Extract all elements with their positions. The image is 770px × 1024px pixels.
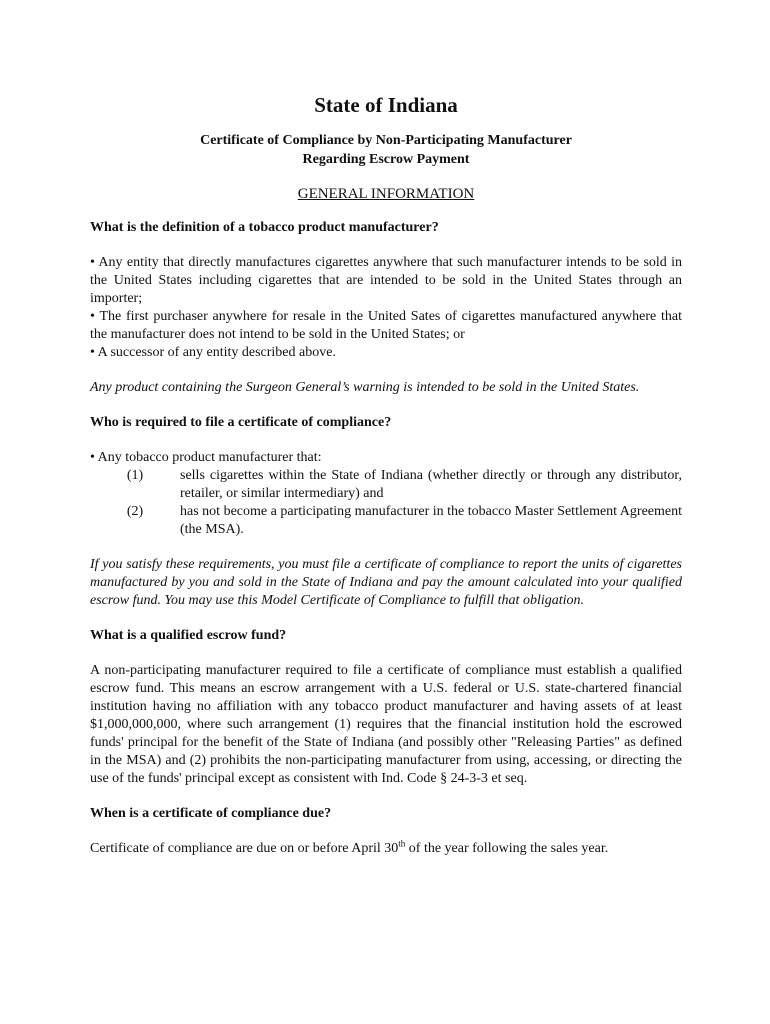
- section-heading: GENERAL INFORMATION: [297, 186, 475, 202]
- question-definition: What is the definition of a tobacco product manufacturer?: [90, 220, 439, 235]
- note-surgeon-general: Any product containing the Surgeon General’s warning is intended to be sold in the United States.: [90, 380, 640, 395]
- subtitle-line-2: Regarding Escrow Payment: [302, 152, 470, 167]
- question-escrow-fund: What is a qualified escrow fund?: [90, 628, 287, 643]
- item-number: (2): [126, 504, 144, 519]
- item-number: (1): [126, 468, 144, 483]
- numbered-item: [90, 467, 682, 503]
- question-who-files: Who is required to file a certificate of compliance?: [90, 415, 392, 430]
- page-title: State of Indiana: [314, 93, 458, 117]
- answer-due-date: [90, 840, 682, 858]
- ordinal-suffix: th: [398, 838, 406, 849]
- document-page: [90, 92, 682, 858]
- bullet-item: • A successor of any entity described above.: [90, 345, 336, 360]
- answer-escrow-fund: A non-participating manufacturer required to file a certificate of compliance must establish a qualified escrow fund. This means an escrow arrangement with a U.S. federal or U.S. state-chartered financial institution having no affiliation with any tobacco product manufacturer and having assets of at least $1,000,000,000, where such arrangement (1) requires that the financial institution hold the escrowed funds' principal for the benefit of the State of Indiana (and possibly other "Releasing Parties" as defined in the MSA) and (2) prohibits the non-participating manufacturer from using, accessing, or directing the use of the funds' principal except as consistent with Ind. Code § 24-3-3 et seq.: [90, 663, 682, 786]
- bullet-intro: • Any tobacco product manufacturer that:: [90, 450, 322, 465]
- bullet-item: • Any entity that directly manufactures cigarettes anywhere that such manufacturer intends to be sold in the United States including cigarettes that are intended to be sold in the United States through an importer;: [90, 255, 682, 306]
- item-text: has not become a participating manufacturer in the tobacco Master Settlement Agreement (the MSA).: [180, 504, 682, 537]
- answer-text: Certificate of compliance are due on or before April 30: [90, 841, 399, 856]
- answer-text-end: of the year following the sales year.: [405, 841, 609, 856]
- item-text: sells cigarettes within the State of Indiana (whether directly or through any distributor, retailer, or similar intermediary) and: [180, 468, 682, 501]
- numbered-item: [90, 503, 682, 539]
- note-requirements: If you satisfy these requirements, you must file a certificate of compliance to report the units of cigarettes manufactured by you and sold in the State of Indiana and pay the amount calculated into your qualified escrow fund. You may use this Model Certificate of Compliance to fulfill that obligation.: [90, 557, 682, 608]
- bullet-item: • The first purchaser anywhere for resale in the United Sates of cigarettes manufactured anywhere that the manufacturer does not intend to be sold in the United States; or: [90, 309, 682, 342]
- subtitle-line-1: Certificate of Compliance by Non-Participating Manufacturer: [200, 133, 572, 148]
- question-due-date: When is a certificate of compliance due?: [90, 806, 332, 821]
